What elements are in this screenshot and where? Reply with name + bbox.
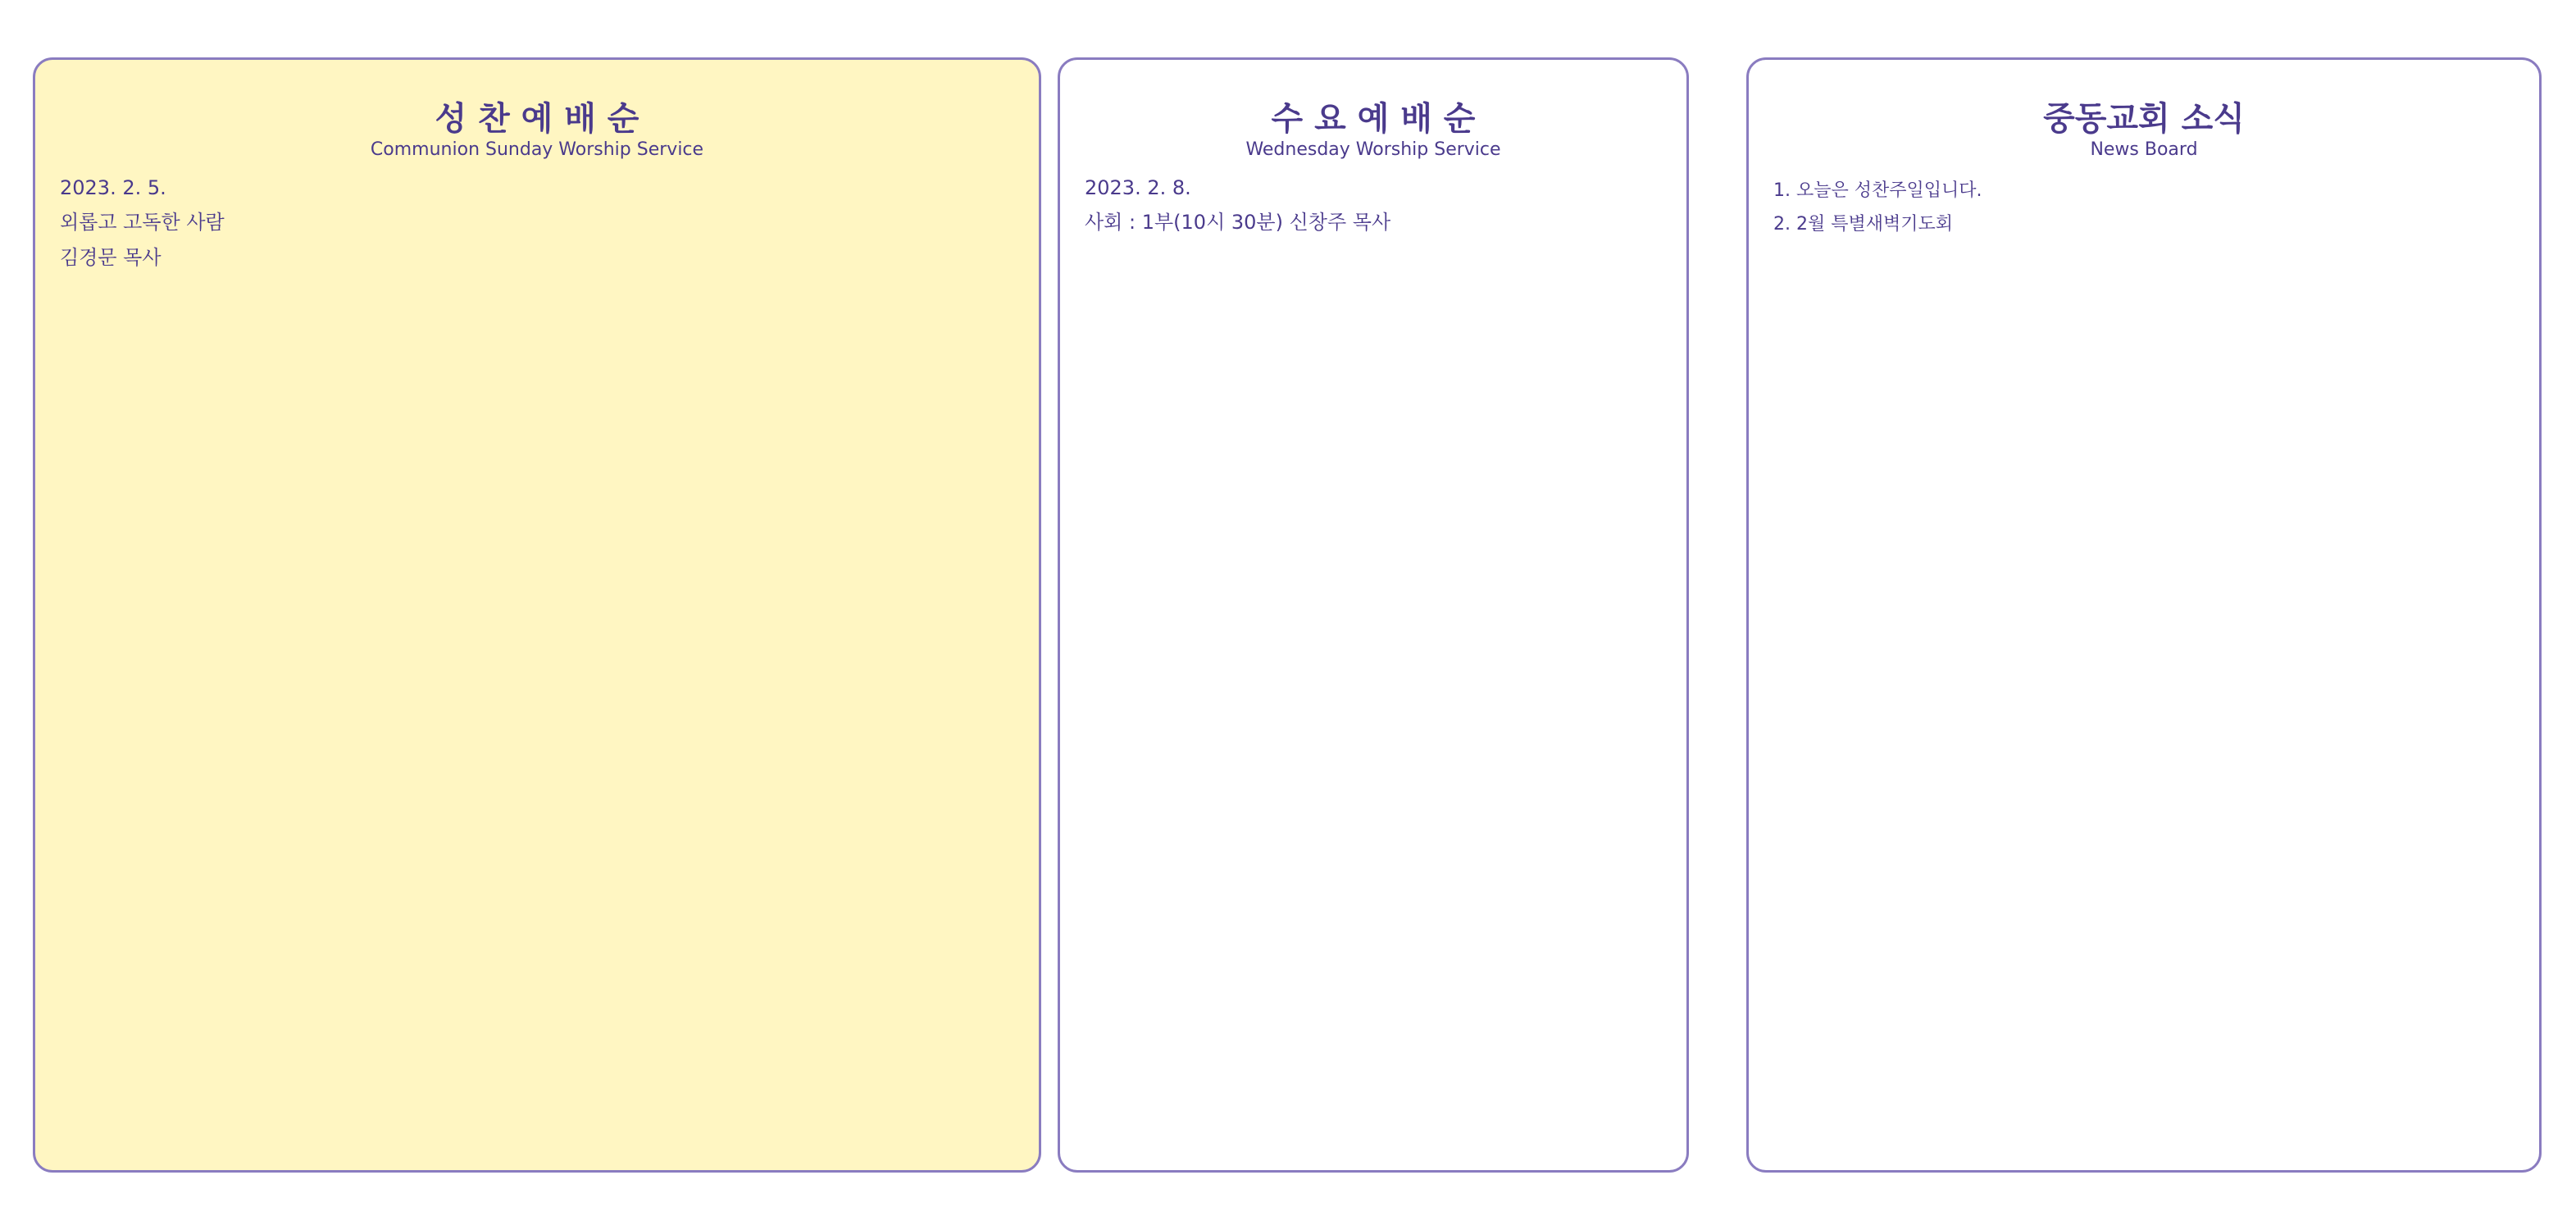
wednesday-service-panel xyxy=(1058,57,1689,1173)
sermon-title: 외롭고 고독한 사람 xyxy=(60,211,225,234)
panel-subtitle: Communion Sunday Worship Service xyxy=(370,139,704,160)
panel-title: 수 요 예 배 순 xyxy=(1271,100,1476,138)
panel-subtitle: News Board xyxy=(2090,139,2198,160)
panel-subtitle: Wednesday Worship Service xyxy=(1245,139,1501,160)
panel-title: 중동교회 소식 xyxy=(2043,100,2245,138)
sunday-service-panel xyxy=(33,57,1041,1173)
service-leader: 사회 : 1부(10시 30분) 신창주 목사 xyxy=(1085,211,1391,234)
panel-title: 성 찬 예 배 순 xyxy=(435,100,639,138)
notice-item: 1. 오늘은 성찬주일입니다. xyxy=(1773,180,1982,201)
news-board-panel xyxy=(1746,57,2542,1173)
service-date: 2023. 2. 5. xyxy=(60,176,166,199)
notice-item: 2. 2월 특별새벽기도회 xyxy=(1773,214,1953,235)
preacher-name: 김경문 목사 xyxy=(60,246,162,269)
service-date: 2023. 2. 8. xyxy=(1085,176,1191,199)
